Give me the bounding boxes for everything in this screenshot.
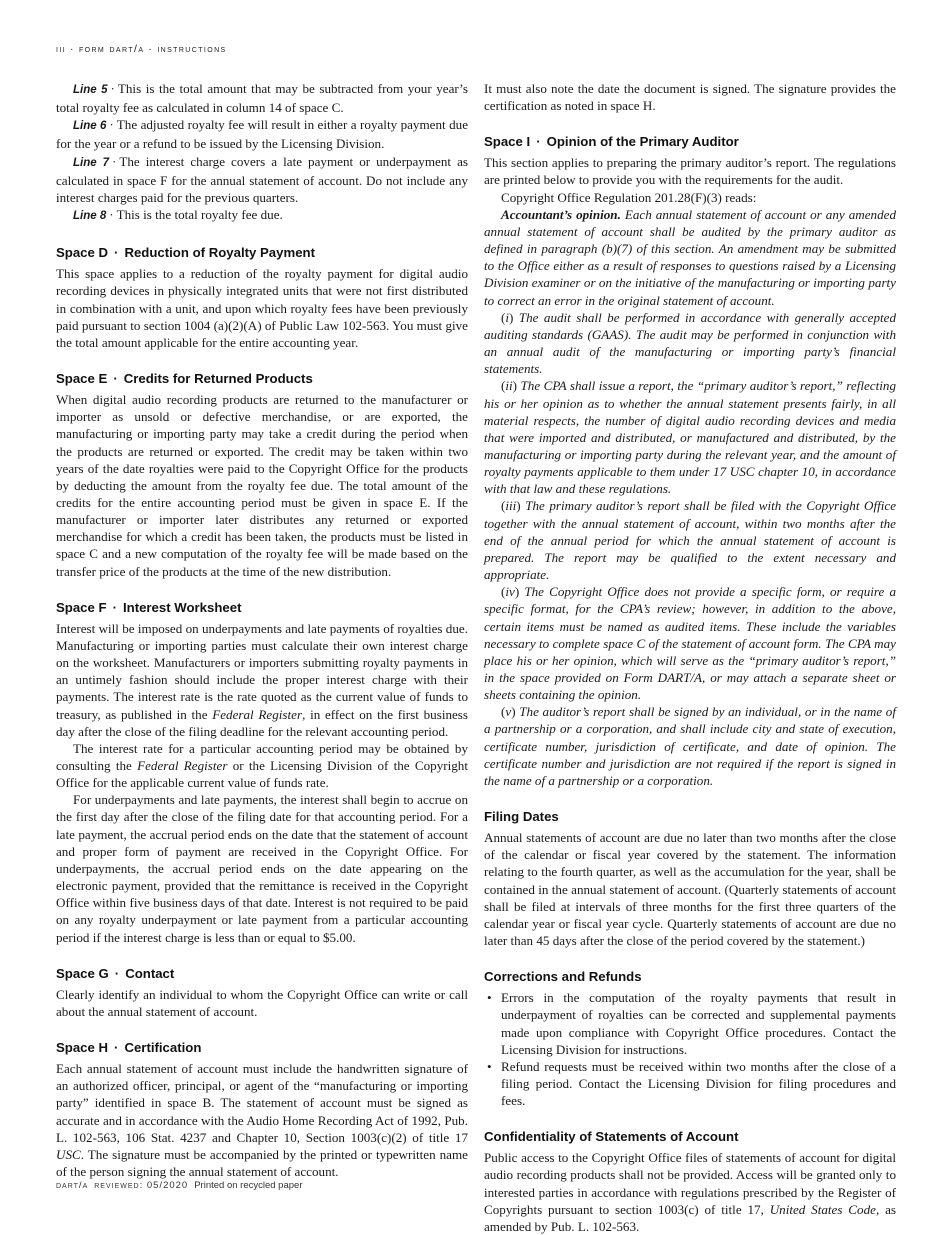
regulation-lead-paragraph: Accountant’s opinion. Each annual statement of account or any amended annual statement of account shall be audited by the primary auditor as defined in paragraph (b)(7) of this section. An amendment may be submitted to the Office either as a result of responses to questions raised by a Licensing Division examiner or on the initiative of the manufacturing or importing party to correct an error in the original statement of account. [484,206,896,308]
right-column [484,80,896,1235]
regulation-intro: Copyright Office Regulation 201.28(F)(3) reads: [501,189,757,205]
space-f-paragraph-2: The interest rate for a particular accounting period may be obtained by consulting the Federal Register or the Licensing Division of the Copyright Office for the applicable current value of funds rate. [56,740,468,791]
space-i-heading: Space I · Opinion of the Primary Auditor [484,134,739,150]
space-g-heading: Space G · Contact [56,965,175,981]
footer-form: dart/a [56,1180,89,1191]
line-5-entry: Line 5 · This is the total amount that may be subtracted from your year’s total royalty fee as calculated in column 14 of space C. [56,81,469,116]
space-h-continuation: It must also note the date the document is signed. The signature provides the certification as noted in space H. [484,81,896,114]
space-h-paragraph: Each annual statement of account must include the handwritten signature of an authorized officer, principal, or agent of the “manufacturing or importing party” identified in space B. The statement of account must be signed as accurate and in accordance with the Audio Home Recording Act of 1992, Pub. L. 102-563, 106 Stat. 4237 and Chapter 10, Section 1003(c)(2) of title 17 USC. The signature must be accompanied by the printed or typewritten name of the person signing the annual statement of account. [56,1061,468,1179]
space-f-heading: Space F · Interest Worksheet [56,599,242,615]
space-i-paragraph: This section applies to preparing the primary auditor’s report. The regulations are printed below to provide you with the requirements for the audit. [484,155,896,188]
running-head: iii · form dart/a · instructions [56,43,227,55]
filing-dates-paragraph: Annual statements of account are due no later than two months after the close of the calendar or fiscal year covered by the statement. The information relating to the fourth quarter, as well as the accumulation for the year, shall be contained in the annual statement of account. (Quarterly statements of account shall be filed at intervals of three months for the first three quarters of the calendar year or fiscal year cycle. Quarterly statements of account are due no later than 45 days after the close of the period covered by the statement.) [484,830,896,949]
confidentiality-heading: Confidentiality of Statements of Account [484,1129,739,1145]
regulation-item-iii: (iii) The primary auditor’s report shall be filed with the Copyright Office together with the annual statement of account, within two months after the end of the annual period for which the annual statement of account is prepared. The report may be qualified to the extent necessary and appropriate. [484,498,897,583]
filing-dates-heading: Filing Dates [484,809,559,825]
space-d-heading: Space D · Reduction of Royalty Payment [56,245,315,261]
regulation-item-iv: (iv) The Copyright Office does not provide a specific form, or require a specific format, for the CPA’s review; however, in addition to the above, certain items must be named as audited items. These include the variables necessary to complete space C of the statement of account form. The CPA may place his or her opinion, which will serve as the “primary auditor’s report,” in the space provided on Form DART/A, or may attach a separate sheet or sheets containing the opinion. [484,584,896,703]
list-item: • Refund requests must be received within two months after the close of a filing period. Contact the Licensing Division for filing procedures and fees. [484,1058,896,1109]
page-footer [56,1180,302,1191]
line-8-entry: Line 8 · This is the total royalty fee due. [73,207,283,223]
footer-reviewed: reviewed: 05/2020 [94,1180,189,1191]
page-number: iii [56,43,67,55]
space-e-heading: Space E · Credits for Returned Products [56,371,313,387]
space-g-paragraph: Clearly identify an individual to whom the Copyright Office can write or call about the annual statement of account. [56,986,468,1019]
form-name: form dart/a [78,43,145,55]
space-d-paragraph: This space applies to a reduction of the royalty payment for digital audio recording devices in physically integrated units that were not first distributed in combination with a unit, and upon which royalty fees have been previously paid pursuant to section 1004 (a)(2)(A) of Public Law 102-563. You must give the total amount applicable for the entire accounting year. [56,266,468,350]
footer-printed: Printed on recycled paper [194,1180,303,1191]
confidentiality-paragraph: Public access to the Copyright Office files of statements of account for digital audio recording products shall not be provided. Access will be granted only to interested parties in accordance with regulations prescribed by the Register of Copyrights pursuant to section 1003(c) of title 17, United States Code, as amended by Pub. L. 102-563. [484,1150,896,1234]
regulation-text [484,206,896,789]
space-f-paragraph-1: Interest will be imposed on underpayments and late payments of royalties due. Manufacturing or importing parties must calculate their own interest charge on the worksheet. Manufacturers or importers submitting royalty payments in an untimely fashion should include the proper interest charge with their payments. The interest rate is the rate quoted as the current value of funds to treasury, as published in the Federal Register, in effect on the first business day after the close of the filing deadline for the relevant accounting period. [56,620,469,739]
regulation-item-v: (v) The auditor’s report shall be signed by an individual, or in the name of a partnership or a corporation, and shall include city and state of execution, certificate number, jurisdiction of certificate, and date of opinion. The certificate number and jurisdiction are not required if the report is signed in the name of a partnership or a corporation. [484,704,896,788]
regulation-item-i: (i) The audit shall be performed in accordance with generally accepted auditing standards (GAAS). The audit may be performed in conjunction with an annual audit of the manufacturing or importing party’s financial statements. [484,309,896,377]
left-column [56,80,468,1180]
line-6-entry: Line 6 · The adjusted royalty fee will result in either a royalty payment due for the year or a refund to be issued by the Licensing Division. [56,117,468,152]
space-h-heading: Space H · Certification [56,1040,202,1056]
space-e-paragraph: When digital audio recording products are returned to the manufacturer or importer as unsold or defective merchandise, or are exported, the manufacturing or importing party may take a credit during the period when the products are returned or exported. The credit may be taken within two years of the date royalties were paid to the Copyright Office for the products by deducting the amount from the royalty fee due. The total amount of the credits for the entire accounting period must be given in space E. If the manufacturer or importer later distributes any returned or exported merchandise for which a credit has been taken, the products must be listed in space C and a new computation of the royalty fee will be made based on the transfer price of the products at the time of the new distribution. [56,392,468,579]
corrections-list [484,989,896,1109]
section-name: instructions [157,43,227,55]
line-7-entry: Line 7 · The interest charge covers a late payment or underpayment as calculated in space F for the annual statement of account. Do not include any interest charges paid for the previous quarters. [56,153,468,205]
list-item: • Errors in the computation of the royalty payments that result in underpayment of royalties can be corrected and supplemental payments made upon compliance with Copyright Office procedures. Contact the Licensing Division for instructions. [484,989,896,1058]
regulation-item-ii: (ii) The CPA shall issue a report, the “primary auditor’s report,” reflecting his or her opinion as to whether the annual statement presents fairly, in all material respects, the number of digital audio recording devices and media that were imported and distributed, or manufactured and distributed, by the manufacturing or importing party during the relevant year, and the amount of royalty payments applicable to them under 17 USC chapter 10, in accordance with that law and these regulations. [484,378,896,497]
space-f-paragraph-3: For underpayments and late payments, the interest shall begin to accrue on the first day after the close of the filing date for that accounting period. For a late payment, the accrual period ends on the date that the statement of account and proper form of payment are received in the Copyright Office. For underpayments, the accrual period ends on the date appearing on the electronic payment, provided that the remittance is received in the Copyright Office within five business days of that date. Interest is not required to be paid on any royalty underpayment or late payment from a particular accounting period if the interest charge is less than or equal to $5.00. [56,792,468,945]
corrections-heading: Corrections and Refunds [484,969,642,985]
